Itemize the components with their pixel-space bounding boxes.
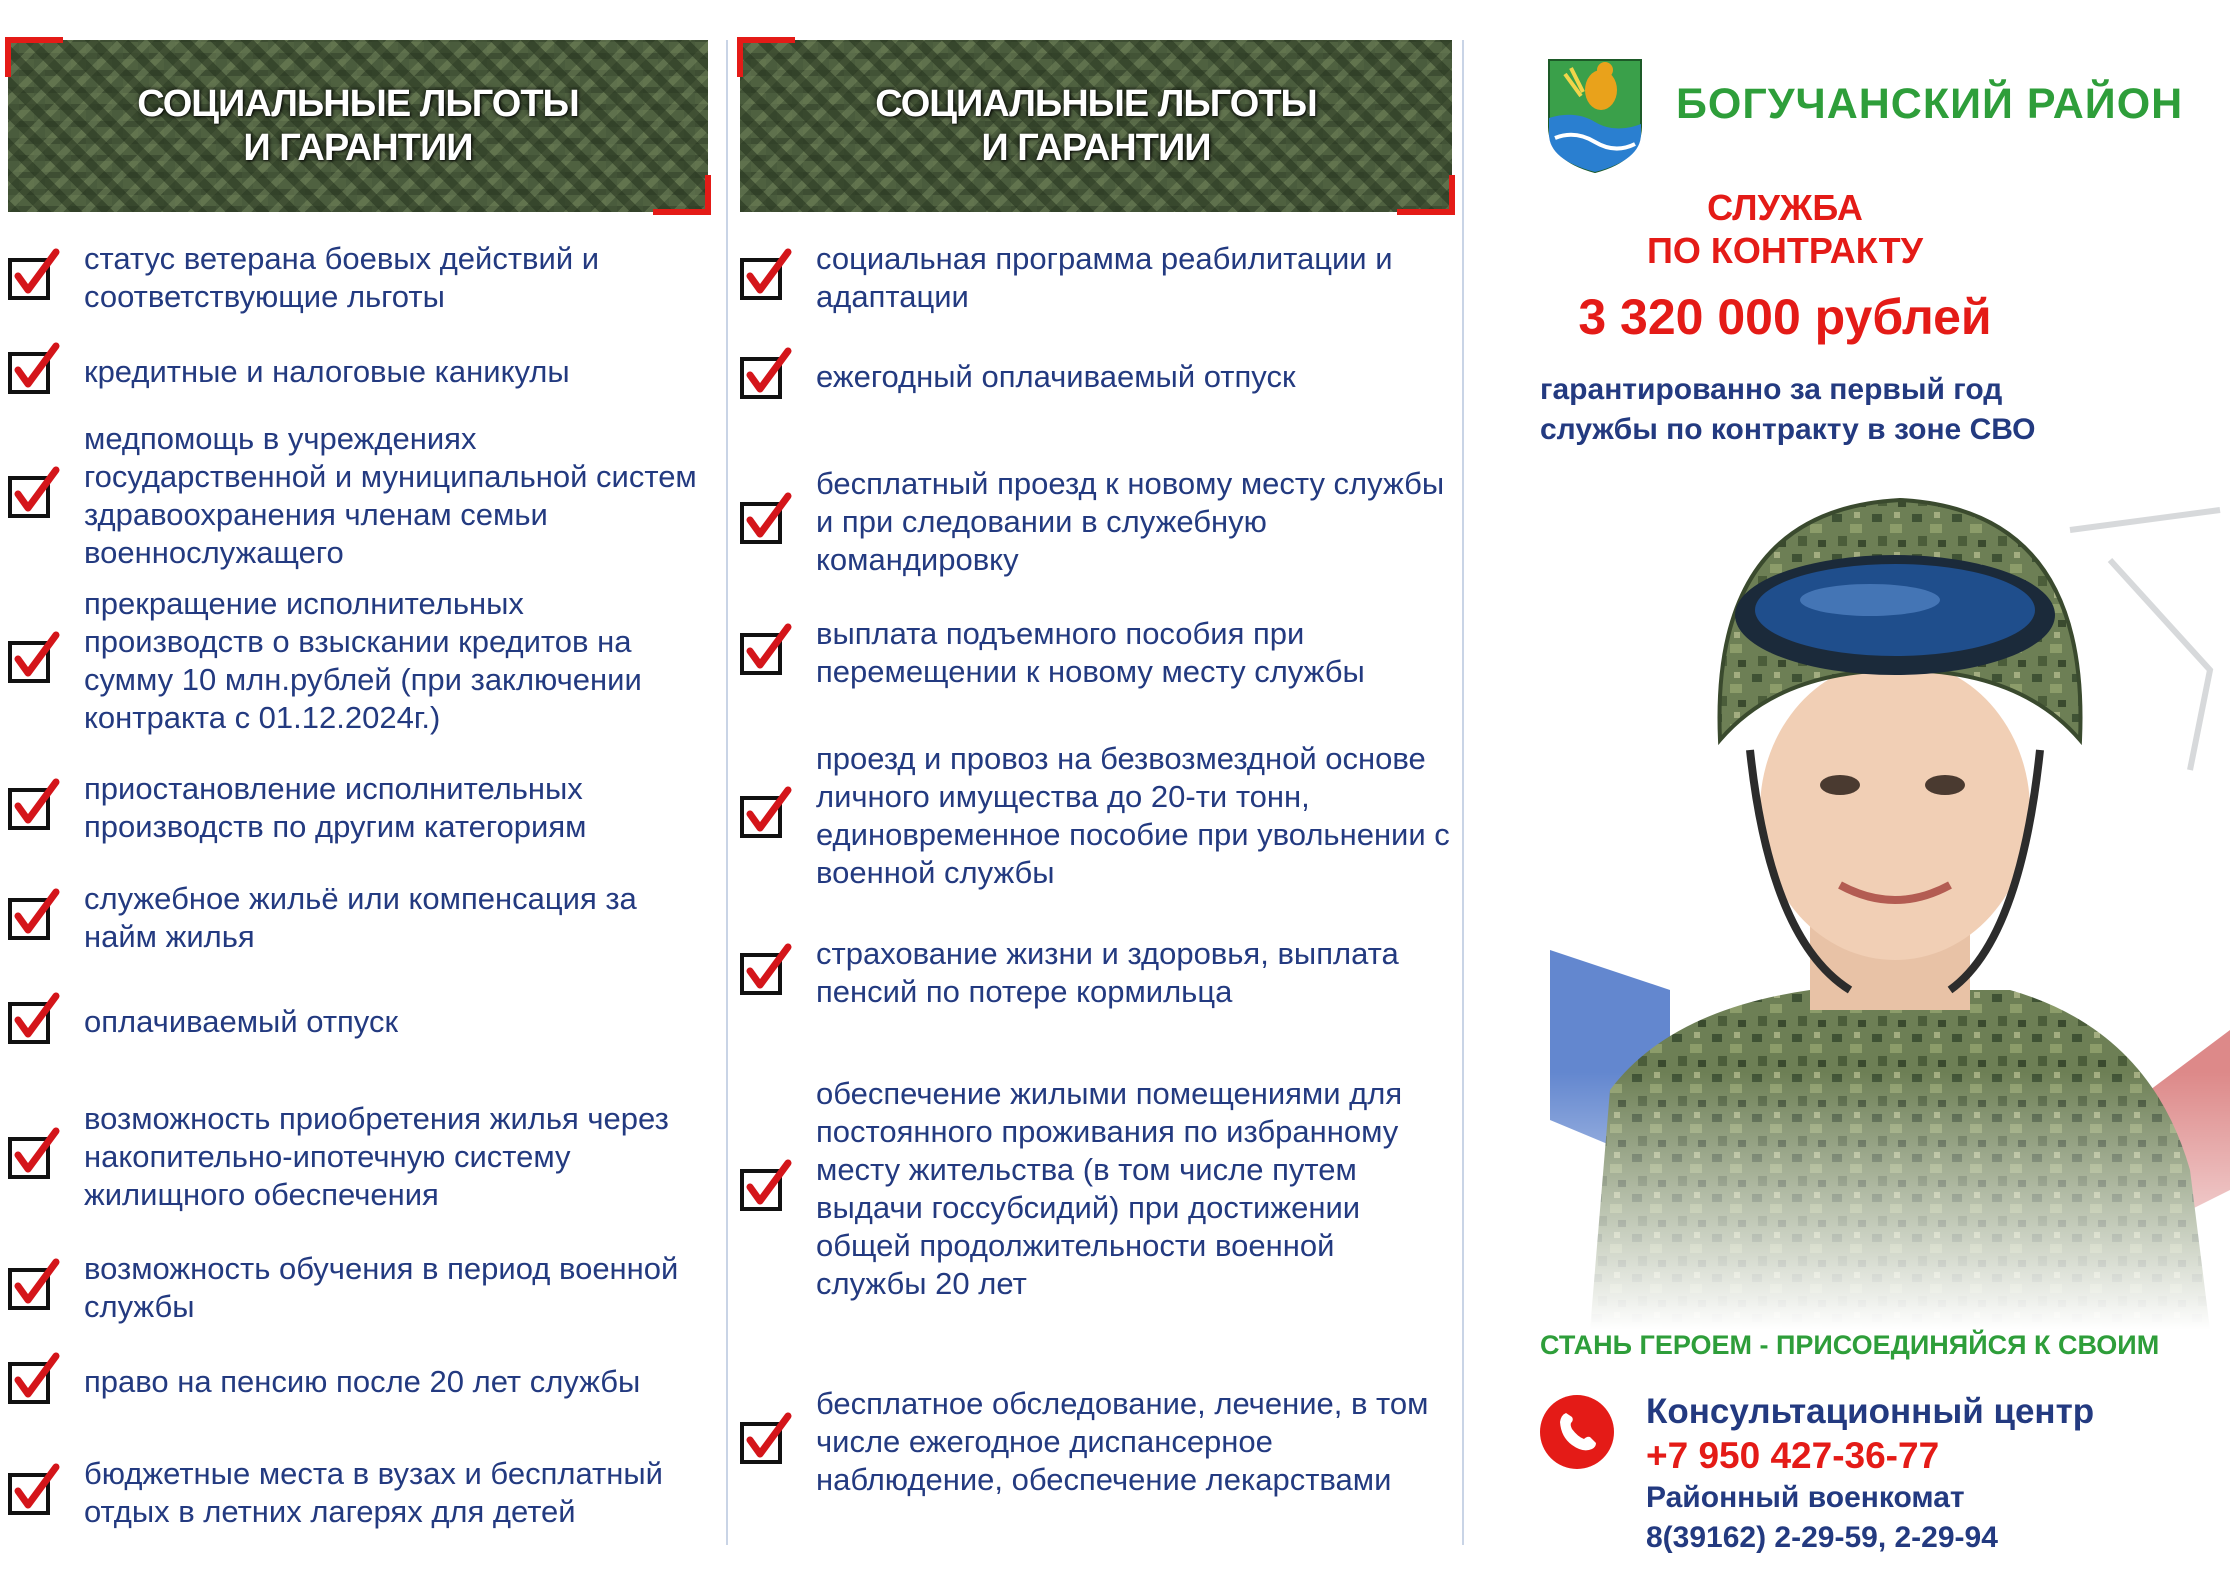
left-benefits-column	[8, 40, 708, 1529]
benefit-item	[8, 1360, 708, 1404]
checkbox-checked-icon	[8, 1000, 52, 1044]
benefit-text: выплата подъемного пособия при перемещении к новому месту службы	[816, 616, 1365, 689]
guarantee-text: гарантированно за первый год службы по контракту в зоне СВО	[1540, 373, 2036, 446]
payment-amount: 3 320 000 рублей	[1578, 289, 1992, 345]
benefit-text: право на пенсию после 20 лет службы	[84, 1364, 641, 1399]
slogan: СТАНЬ ГЕРОЕМ - ПРИСОЕДИНЯЙСЯ К СВОИМ	[1540, 1330, 2160, 1360]
benefit-text: медпомощь в учреждениях государственной и муниципальной систем здравоохранения членам семьи военнослужащего	[84, 421, 697, 570]
checkbox-checked-icon	[740, 256, 784, 300]
middle-header-title: СОЦИАЛЬНЫЕ ЛЬГОТЫ И ГАРАНТИИ	[875, 83, 1317, 169]
contract-service-title: СЛУЖБА ПО КОНТРАКТУ	[1647, 187, 1923, 271]
column-divider	[1462, 40, 1464, 1545]
benefit-item	[8, 880, 708, 956]
benefit-text: служебное жильё или компенсация за найм жилья	[84, 881, 637, 954]
checkbox-checked-icon	[8, 786, 52, 830]
benefit-text: обеспечение жилыми помещениями для постоянного проживания по избранному месту жительства (в том числе путем выдачи госсубсидий) при достижении общей продолжительности военной службы 20 лет	[816, 1076, 1403, 1301]
checkbox-checked-icon	[740, 1167, 784, 1211]
phone-icon	[1540, 1395, 1614, 1469]
benefit-item	[8, 770, 708, 846]
benefit-text: прекращение исполнительных производств о взыскании кредитов на сумму 10 млн.рублей (при заключении контракта с 01.12.2024г.)	[84, 586, 642, 735]
benefit-text: оплачиваемый отпуск	[84, 1004, 399, 1039]
middle-benefits-column	[740, 40, 1452, 1497]
checkbox-checked-icon	[8, 1360, 52, 1404]
benefit-item	[740, 615, 1452, 691]
checkbox-checked-icon	[8, 474, 52, 518]
benefit-item	[740, 355, 1452, 399]
checkbox-checked-icon	[8, 1266, 52, 1310]
recruitment-panel	[1540, 40, 2230, 1560]
soldier-photo	[1550, 470, 2230, 1330]
left-header-banner	[8, 40, 708, 212]
benefit-item	[8, 350, 708, 394]
benefit-text: проезд и провоз на безвозмездной основе личного имущества до 20-ти тонн, единовременное пособие при увольнении с военной службы	[816, 741, 1450, 890]
left-header-title: СОЦИАЛЬНЫЕ ЛЬГОТЫ И ГАРАНТИИ	[137, 83, 579, 169]
benefit-item	[8, 1250, 708, 1326]
contact-block	[1646, 1390, 2094, 1558]
benefit-text: возможность приобретения жилья через накопительно-ипотечную систему жилищного обеспечения	[84, 1101, 669, 1212]
checkbox-checked-icon	[740, 500, 784, 544]
benefit-item	[740, 465, 1452, 579]
benefit-item	[740, 1075, 1452, 1303]
column-divider	[726, 40, 728, 1545]
consult-center-phone[interactable]: +7 950 427-36-77	[1646, 1435, 1940, 1476]
checkbox-checked-icon	[8, 1471, 52, 1515]
checkbox-checked-icon	[740, 631, 784, 675]
checkbox-checked-icon	[740, 355, 784, 399]
corner-accent	[1397, 175, 1455, 215]
checkbox-checked-icon	[740, 951, 784, 995]
benefit-text: бесплатный проезд к новому месту службы и при следовании в служебную командировку	[816, 466, 1445, 577]
benefit-item	[8, 585, 708, 737]
benefit-text: кредитные и налоговые каникулы	[84, 354, 570, 389]
corner-accent	[737, 37, 795, 77]
checkbox-checked-icon	[8, 1135, 52, 1179]
benefit-item	[740, 935, 1452, 1011]
consult-center-label: Консультационный центр	[1646, 1392, 2095, 1431]
coat-of-arms-icon	[1545, 56, 1645, 176]
checkbox-checked-icon	[8, 896, 52, 940]
benefit-item	[8, 1455, 708, 1531]
checkbox-checked-icon	[8, 639, 52, 683]
benefit-item	[8, 1100, 708, 1214]
benefit-text: социальная программа реабилитации и адаптации	[816, 241, 1393, 314]
corner-accent	[653, 175, 711, 215]
district-name: БОГУЧАНСКИЙ РАЙОН	[1676, 80, 2184, 128]
benefit-item	[8, 240, 708, 316]
corner-accent	[5, 37, 63, 77]
benefit-item	[740, 240, 1452, 316]
benefit-text: статус ветерана боевых действий и соответствующие льготы	[84, 241, 600, 314]
checkbox-checked-icon	[740, 1420, 784, 1464]
benefit-text: приостановление исполнительных производств по другим категориям	[84, 771, 587, 844]
middle-header-banner	[740, 40, 1452, 212]
checkbox-checked-icon	[740, 794, 784, 838]
benefit-item	[740, 1385, 1452, 1499]
benefit-text: бюджетные места в вузах и бесплатный отдых в летних лагерях для детей	[84, 1456, 663, 1529]
voenkomat-label: Районный военкомат	[1646, 1481, 1965, 1514]
benefit-text: ежегодный оплачиваемый отпуск	[816, 359, 1296, 394]
benefit-text: возможность обучения в период военной службы	[84, 1251, 679, 1324]
benefit-item	[8, 420, 708, 572]
benefit-text: бесплатное обследование, лечение, в том числе ежегодное диспансерное наблюдение, обеспечение лекарствами	[816, 1386, 1429, 1497]
checkbox-checked-icon	[8, 256, 52, 300]
benefit-text: страхование жизни и здоровья, выплата пенсий по потере кормильца	[816, 936, 1399, 1009]
benefit-item	[8, 1000, 708, 1044]
benefit-item	[740, 740, 1452, 892]
voenkomat-phone[interactable]: 8(39162) 2-29-59, 2-29-94	[1646, 1521, 1998, 1554]
checkbox-checked-icon	[8, 350, 52, 394]
